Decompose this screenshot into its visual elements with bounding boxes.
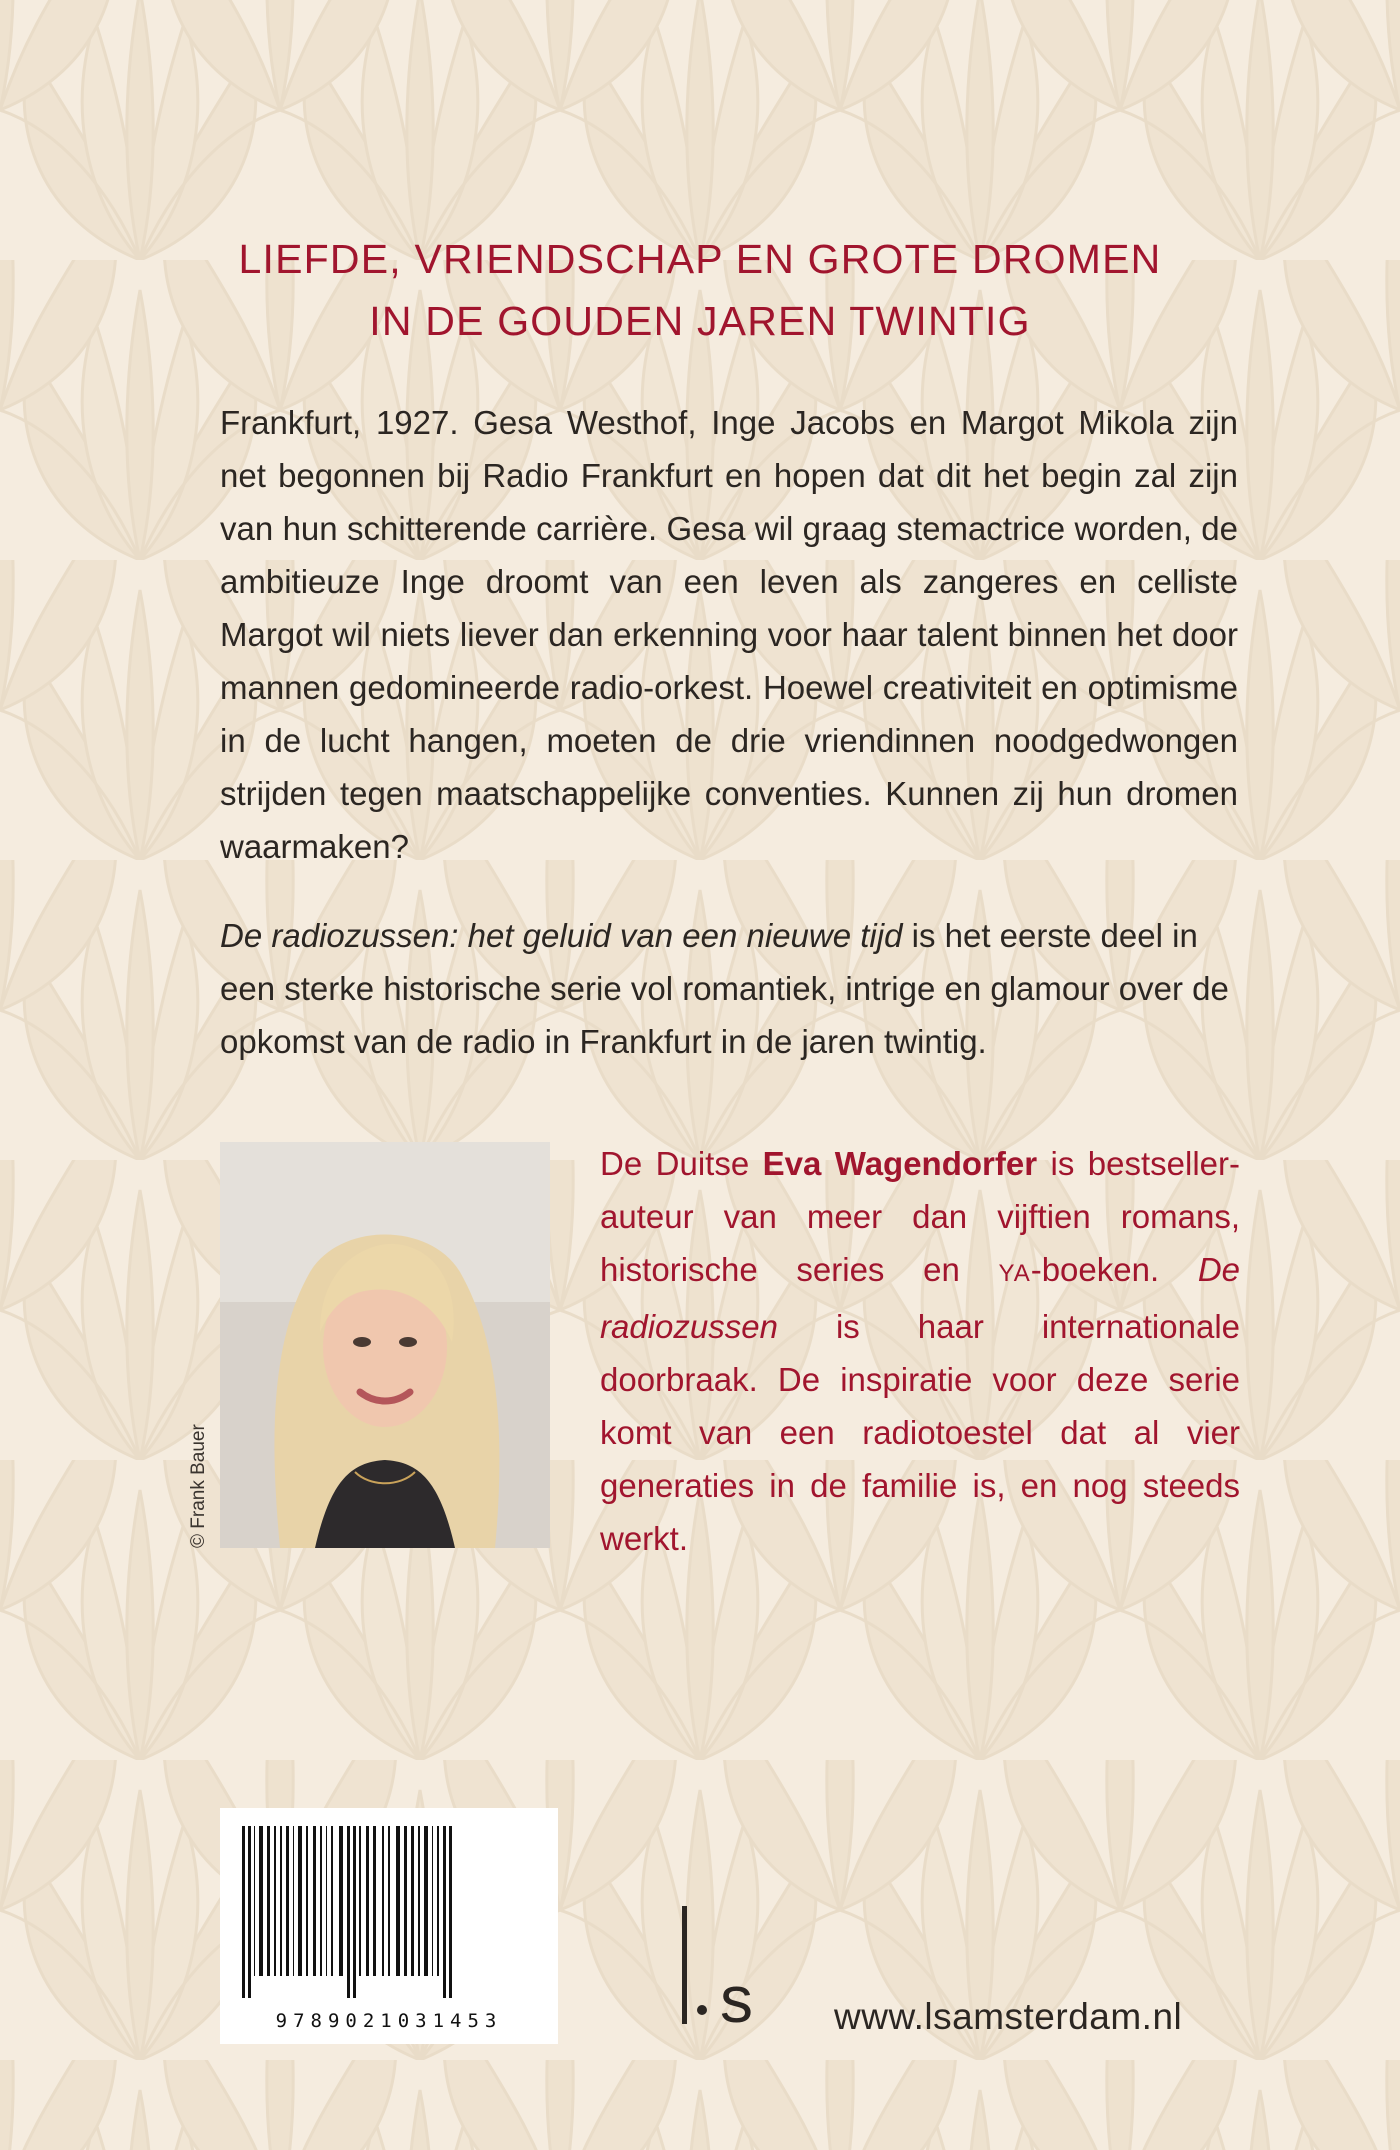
publisher-logo [682, 1906, 792, 2024]
author-text-3: is haar internationale doorbraak. De inspiratie voor deze serie komt van een radiotoestel dat al vier generaties in de familie is, en nog steeds werkt. [600, 1308, 1240, 1557]
ya-abbrev: YA [998, 1260, 1031, 1287]
barcode-bar [443, 1826, 446, 1998]
barcode-bar [411, 1826, 414, 1976]
publisher-url[interactable]: www.lsamsterdam.nl [834, 1996, 1183, 2037]
isbn-number: 9789021031453 [275, 2010, 503, 2032]
barcode-bar [331, 1826, 333, 1976]
barcode-bar [298, 1826, 302, 1976]
barcode-bar [254, 1826, 255, 1976]
barcode-bar [396, 1826, 400, 1976]
barcode-bar [366, 1826, 369, 1976]
barcode-bar [320, 1826, 322, 1976]
barcode-bar [418, 1826, 420, 1976]
photo-credit: © Frank Bauer [188, 1424, 209, 1548]
barcode-bar [424, 1826, 428, 1976]
author-text-2: -boeken. [1030, 1251, 1198, 1288]
barcode-bar [388, 1826, 390, 1976]
barcode-bar [404, 1826, 407, 1976]
barcode-bar [267, 1826, 270, 1976]
barcode-bar [286, 1826, 289, 1976]
barcode-bar [293, 1826, 294, 1976]
barcode-bars [238, 1826, 540, 1998]
series-description [220, 909, 1238, 1068]
svg-text:s: s [720, 1962, 753, 2024]
headline-line-2: IN DE GOUDEN JAREN TWINTIG [369, 298, 1031, 344]
book-blurb: Frankfurt, 1927. Gesa Westhof, Inge Jacobs en Margot Mikola zijn net begonnen bij Radio Frankfurt en hopen dat dit het begin zal zijn van hun schitterende carrière. Gesa wil graag stemactrice worden, de ambitieuze Inge droomt van een leven als zangeres en celliste Margot wil niets liever dan erkenning voor haar talent binnen het door mannen gedomineerde radio-orkest. Hoewel creativiteit en optimisme in de lucht hangen, moeten de drie vriendinnen noodgedwongen strijden tegen maatschappelijke conventies. Kunnen zij hun dromen waarmaken? [220, 404, 1238, 865]
author-bio [600, 1137, 1240, 1565]
barcode-bar [313, 1826, 316, 1976]
barcode-bar [259, 1826, 263, 1976]
author-text-1: is bestseller-auteur van meer dan vijftien romans, historische series en [600, 1145, 1241, 1288]
barcode-bar [306, 1826, 308, 1976]
barcode-bar [373, 1826, 376, 1976]
barcode-bar [382, 1826, 384, 1976]
author-intro: De Duitse [600, 1145, 763, 1182]
barcode-bar [449, 1826, 452, 1998]
headline [120, 228, 1280, 352]
isbn-barcode [220, 1808, 558, 2044]
barcode-bar [339, 1826, 343, 1976]
series-text: is het eerste deel in een sterke historische serie vol romantiek, intrige en glamour over de opkomst van de radio in Frankfurt in de jaren twintig. [220, 917, 1229, 1060]
barcode-bar [274, 1826, 276, 1976]
barcode-bar [353, 1826, 356, 1998]
author-name: Eva Wagendorfer [762, 1145, 1038, 1182]
barcode-bar [359, 1826, 361, 1976]
series-title: De radiozussen: het geluid van een nieuwe tijd [220, 917, 903, 954]
barcode-bar [280, 1826, 282, 1976]
author-photo [220, 1142, 550, 1548]
barcode-bar [432, 1826, 433, 1976]
barcode-bar [242, 1826, 245, 1998]
barcode-bar [437, 1826, 439, 1976]
headline-line-1: LIEFDE, VRIENDSCHAP EN GROTE DROMEN [238, 236, 1162, 282]
barcode-bar [347, 1826, 350, 1998]
barcode-bar [248, 1826, 251, 1998]
author-book-title: De radiozussen [600, 1251, 1240, 1345]
barcode-bar [326, 1826, 327, 1976]
